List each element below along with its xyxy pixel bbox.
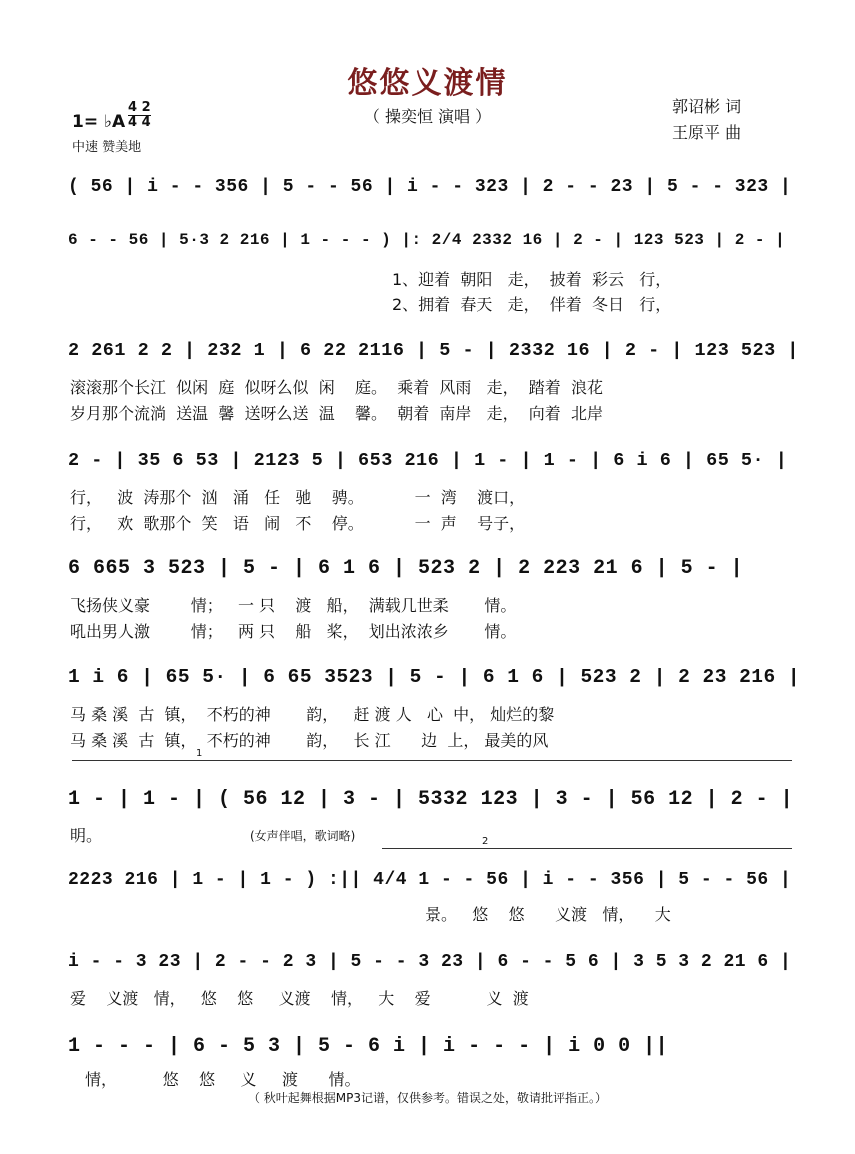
song-title: 悠悠义渡情 bbox=[347, 66, 508, 101]
lyric-line-9: 爱 义渡 情， 悠 悠 义渡 情， 大 爱 义 渡 bbox=[70, 989, 529, 1008]
notation-line-4: 2 - | 35 6 53 | 2123 5 | 653 216 | 1 - | 1 - | 6 i 6 | 65 5· | bbox=[68, 450, 788, 471]
meter-bottom: 4 4 bbox=[128, 115, 151, 130]
lyric-line-4-verse2: 行， 欢 歌那个 笑 语 闹 不 停。 一 声 号子， bbox=[70, 514, 526, 533]
lyric-line-2-verse2: 2、拥着 春天 走， 伴着 冬日 行， bbox=[392, 295, 672, 314]
lyric-line-5-verse2: 吼出男人激 情； 两 只 船 桨， 划出浓浓乡 情。 bbox=[70, 622, 517, 641]
singer-credit: （ 操奕恒 演唱 ） bbox=[363, 107, 492, 126]
second-ending-number: 2 bbox=[482, 836, 489, 847]
composer-credit: 王原平 曲 bbox=[672, 123, 742, 142]
meter-signature bbox=[128, 102, 151, 129]
lyric-line-6-verse2: 马 桑 溪 古 镇， 不朽的神 韵， 长 江 边 上， 最美的风 bbox=[70, 731, 549, 750]
meter-top: 4 2 bbox=[128, 100, 151, 115]
transcription-footnote: （ 秋叶起舞根据MP3记谱，仅供参考。错误之处，敬请批评指正。） bbox=[247, 1091, 608, 1105]
backing-vocal-note: (女声伴唱，歌词略) bbox=[250, 829, 356, 843]
second-ending-bracket bbox=[382, 836, 792, 849]
notation-line-7: 1 - | 1 - | ( 56 12 | 3 - | 5332 123 | 3 - | 56 12 | 2 - | bbox=[68, 788, 794, 811]
notation-line-8: 2223 216 | 1 - | 1 - ) :|| 4/4 1 - - 56 | i - - 356 | 5 - - 56 | bbox=[68, 870, 792, 890]
first-ending-number: 1 bbox=[196, 748, 203, 759]
notation-line-10: 1 - - - | 6 - 5 3 | 5 - 6 i | i - - - | i 0 0 || bbox=[68, 1035, 669, 1058]
notation-line-1: ( 56 | i - - 356 | 5 - - 56 | i - - 323 | 2 - - 23 | 5 - - 323 | bbox=[68, 177, 792, 197]
lyric-line-6-verse1: 马 桑 溪 古 镇， 不朽的神 韵， 赶 渡 人 心 中， 灿烂的黎 bbox=[70, 705, 555, 724]
notation-line-2: 6 - - 56 | 5·3 2 216 | 1 - - - ) |: 2/4 2332 16 | 2 - | 123 523 | 2 - | bbox=[68, 231, 786, 249]
lyric-line-3-verse1: 滚滚那个长江 似闲 庭 似呀么似 闲 庭。 乘着 风雨 走， 踏着 浪花 bbox=[70, 378, 603, 397]
notation-line-9: i - - 3 23 | 2 - - 2 3 | 5 - - 3 23 | 6 - - 5 6 | 3 5 3 2 21 6 | bbox=[68, 952, 792, 972]
notation-line-3: 2 261 2 2 | 232 1 | 6 22 2116 | 5 - | 2332 16 | 2 - | 123 523 | bbox=[68, 340, 799, 361]
lyricist-credit: 郭诏彬 词 bbox=[672, 97, 742, 116]
lyric-line-4-verse1: 行， 波 涛那个 汹 涌 任 驰 骋。 一 湾 渡口， bbox=[70, 488, 526, 507]
lyric-line-7: 明。 bbox=[70, 826, 103, 845]
lyric-line-8: 景。 悠 悠 义渡 情， 大 bbox=[425, 905, 671, 924]
lyric-line-5-verse1: 飞扬侠义豪 情； 一 只 渡 船， 满载几世柔 情。 bbox=[70, 596, 517, 615]
lyric-line-2-verse1: 1、迎着 朝阳 走， 披着 彩云 行， bbox=[392, 270, 672, 289]
lyric-line-10: 情， 悠 悠 义 渡 情。 bbox=[85, 1070, 361, 1089]
notation-line-6: 1 i 6 | 65 5· | 6 65 3523 | 5 - | 6 1 6 | 523 2 | 2 23 216 | bbox=[68, 666, 801, 688]
tempo-marking: 中速 赞美地 bbox=[72, 140, 142, 155]
notation-line-5: 6 665 3 523 | 5 - | 6 1 6 | 523 2 | 2 223 21 6 | 5 - | bbox=[68, 557, 744, 580]
first-ending-bracket bbox=[72, 748, 792, 761]
key-signature: 1= ♭A bbox=[72, 112, 126, 132]
lyric-line-3-verse2: 岁月那个流淌 送温 馨 送呀么送 温 馨。 朝着 南岸 走， 向着 北岸 bbox=[70, 404, 603, 423]
